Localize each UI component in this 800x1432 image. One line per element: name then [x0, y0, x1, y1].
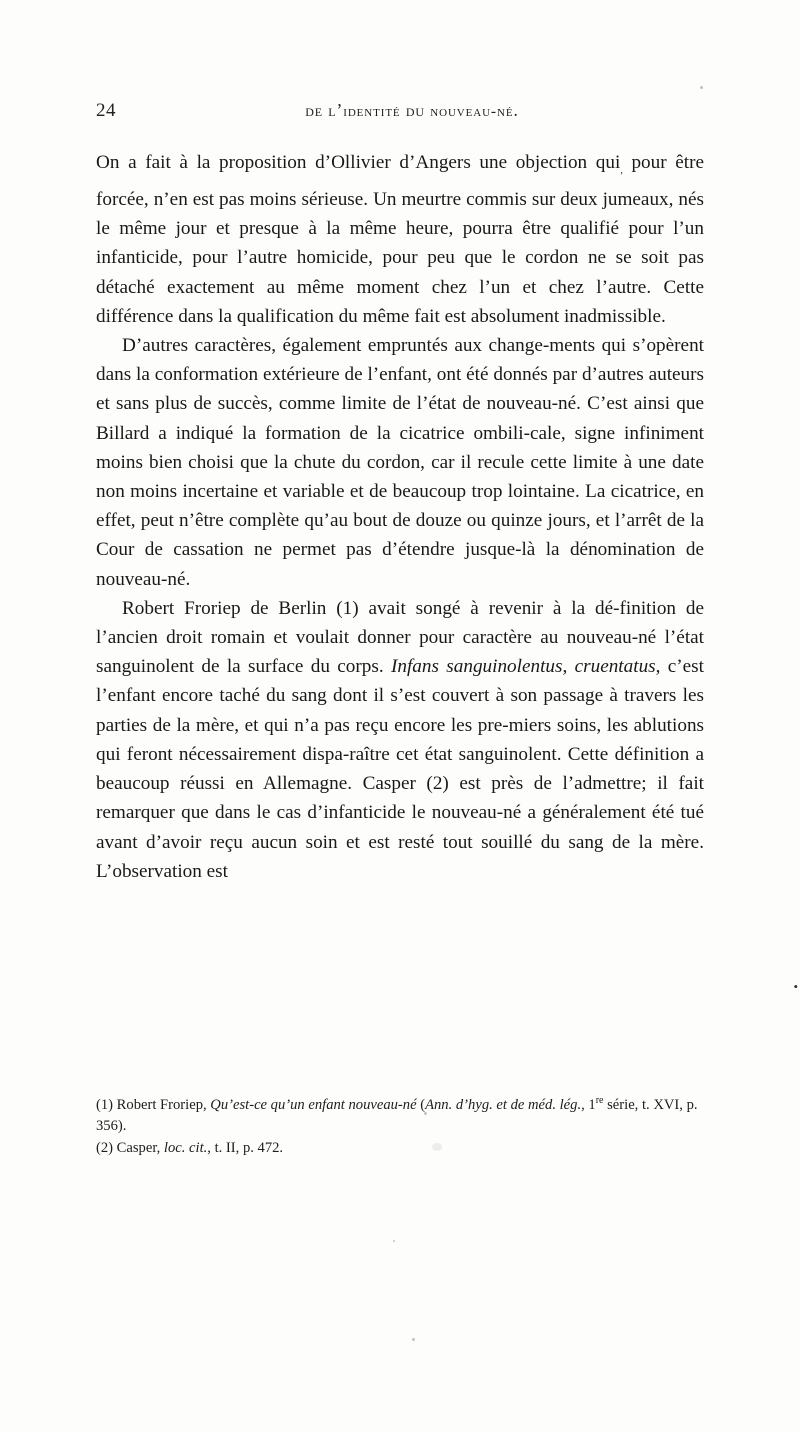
- paper-speck: [424, 1112, 427, 1115]
- paper-speck: [412, 1338, 415, 1341]
- page-folio: 24: [96, 100, 116, 121]
- page-content: [96, 100, 704, 886]
- running-head: [96, 100, 704, 122]
- paragraph-2: D’autres caractères, également empruntés aux change-ments qui s’opèrent dans la conformation extérieure de l’enfant, ont été donnés par d’autres auteurs et sans plus de succès, comme limite de l’état de nouveau-né. C’est ainsi que Billard a indiqué la formation de la cicatrice ombili-cale, signe infiniment moins bien choisi que la chute du cordon, car il recule cette limite à une date non moins incertaine et variable et de beaucoup trop lointaine. La cicatrice, en effet, peut n’être complète qu’au bout de douze ou quinze jours, et l’arrêt de la Cour de cassation ne permet pas d’étendre jusque-là la dénomination de nouveau-né.: [96, 335, 704, 590]
- running-head-title: de l’identité du nouveau-né.: [305, 100, 519, 120]
- paragraph-3: Robert Froriep de Berlin (1) avait songé à revenir à la dé-finition de l’ancien droit romain et voulait donner pour caractère au nouveau-né l’état sanguinolent de la surface du corps. Infans sanguinolentus, cruentatus, c’est l’enfant encore taché du sang dont il s’est couvert à son passage à travers les parties de la mère, et qui n’a pas reçu encore les pre-miers soins, les ablutions qui feront nécessairement dispa-raître cet état sanguinolent. Cette définition a beaucoup réussi en Allemagne. Casper (2) est près de l’admettre; il fait remarquer que dans le cas d’infanticide le nouveau-né a généralement été tué avant d’avoir reçu aucun soin et est resté tout souillé du sang de la mère. L’observation est: [96, 597, 704, 882]
- marginal-mark: •: [793, 979, 798, 994]
- paper-speck: [393, 1240, 395, 1242]
- paper-smudge: [432, 1143, 442, 1151]
- paragraph-1: On a fait à la proposition d’Ollivier d’Angers une objection qui$_,$ pour être forcée, n’en est pas moins sérieuse. Un meurtre commis sur deux jumeaux, nés le même jour et presque à la même heure, pourra être qualifié pour l’un infanticide, pour l’autre homicide, pour peu que le cordon ne se soit pas détaché exactement au même moment chez l’un et chez l’autre. Cette différence dans la qualification du même fait est absolument inadmissible.: [96, 152, 704, 327]
- footnote-2: (2) Casper, loc. cit., t. II, p. 472.: [96, 1139, 284, 1156]
- footnotes: [96, 1090, 704, 1160]
- footnote-1: (1) Robert Froriep, Qu’est-ce qu’un enfant nouveau-né (Ann. d’hyg. et de méd. lég., 1re série, t. XVI, p. 356).: [96, 1095, 698, 1134]
- paper-speck: [700, 86, 703, 89]
